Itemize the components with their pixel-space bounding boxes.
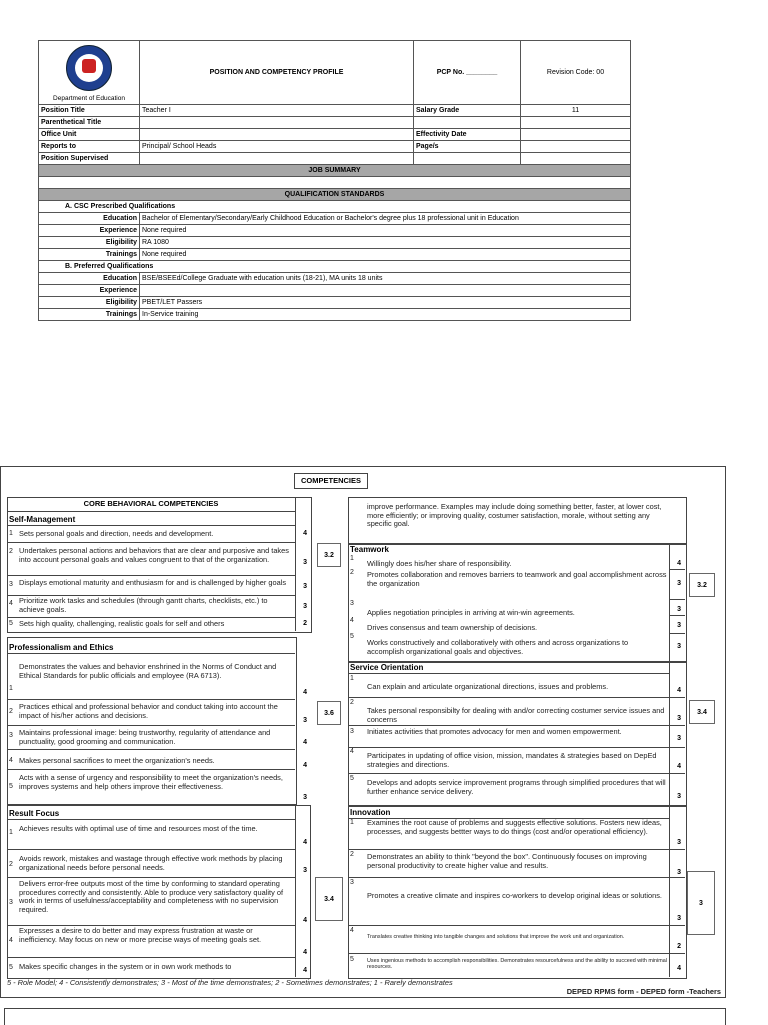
position-title-label: Position Title [39,105,140,117]
rating-value: 3 [677,869,681,876]
item-number: 5 [9,964,13,971]
innovation-item-5: Uses ingenious methods to accomplish responsibilities. Demonstrates resourcefulness and the ability to succeed with minimal resources. [367,958,667,971]
professionalism-item-3: Maintains professional image: being trustworthy, regularity of attendance and punctuality, good grooming and communication. [19,728,271,746]
rating-value: 3 [303,603,307,610]
rating-value: 3 [677,735,681,742]
item-number: 4 [9,600,13,607]
pages-label: Page/s [414,141,521,153]
service-item-1: Can explain and articulate organizational directions, issues and problems. [367,682,609,691]
rating-value: 3 [677,793,681,800]
item-number: 3 [9,732,13,739]
service-item-2: Takes personal responsibilty for dealing with and/or correcting costumer service issues and concerns [367,706,665,724]
reports-to-label: Reports to [39,141,140,153]
next-page-edge [4,1008,726,1025]
result-focus-title: Result Focus [9,809,60,818]
rating-value: 3 [303,559,307,566]
rating-value: 4 [677,763,681,770]
position-supervised-label: Position Supervised [39,153,140,165]
position-title-value: Teacher I [140,105,414,117]
pref-experience-label: Experience [39,285,140,297]
item-number: 2 [350,699,354,706]
csc-education-label: Education [39,213,140,225]
rating-value: 3 [303,867,307,874]
item-number: 2 [350,569,354,576]
self-management-item-4: Prioritize work tasks and schedules (through gantt charts, checklists, etc.) to achieve goals. [19,596,268,614]
rating-value: 3 [677,622,681,629]
pref-eligibility-value: PBET/LET Passers [140,297,631,309]
item-number: 5 [350,633,354,640]
salary-grade-label: Salary Grade [414,105,521,117]
csc-heading: A. CSC Prescribed Qualifications [39,201,631,213]
department-label: Department of Education [53,95,125,102]
pref-trainings-label: Trainings [39,309,140,321]
service-item-4: Participates in updating of office vision, mission, mandates & strategies based on DepEd strategies and directions. [367,751,657,769]
salary-grade-value: 11 [521,105,631,117]
rating-value: 4 [677,687,681,694]
rating-value: 4 [303,917,307,924]
csc-experience-value: None required [140,225,631,237]
item-number: 1 [9,685,13,692]
preferred-heading: B. Preferred Qualifications [39,261,631,273]
result-focus-average: 3.4 [315,877,343,921]
professionalism-average: 3.6 [317,701,341,725]
professionalism-item-5: Acts with a sense of urgency and responsibility to meet the organization's needs, improves systems and help others improve their effectiveness. [19,773,283,791]
innovation-average: 3 [687,871,715,935]
service-orientation-title: Service Orientation [350,663,424,672]
profile-title: POSITION AND COMPETENCY PROFILE [140,41,414,105]
item-number: 1 [350,675,354,682]
item-number: 4 [350,617,354,624]
qualification-standards-heading: QUALIFICATION STANDARDS [39,189,631,201]
pref-trainings-value: In-Service training [140,309,631,321]
teamwork-title: Teamwork [350,545,389,554]
core-behavioral-heading: CORE BEHAVIORAL COMPETENCIES [83,499,219,508]
rating-value: 3 [303,794,307,801]
service-item-5: Develops and adopts service improvement programs through simplified procedures that will further enhance service delivery. [367,778,666,796]
professionalism-title: Professionalism and Ethics [9,643,114,652]
self-management-title: Self-Management [9,515,76,524]
professionalism-item-4: Makes personal sacrifices to meet the organization's needs. [19,756,215,765]
pref-eligibility-label: Eligibility [39,297,140,309]
job-summary-body [39,177,631,189]
rating-value: 3 [677,643,681,650]
professionalism-item-2: Practices ethical and professional behavior and conduct taking into account the impact of his/her actions and decisions. [19,702,278,720]
rating-value: 4 [303,949,307,956]
csc-education-value: Bachelor of Elementary/Secondary/Early Childhood Education or Bachelor's degree plus 18 professional unit in Education [140,213,631,225]
item-number: 3 [350,600,354,607]
item-number: 5 [9,783,13,790]
competencies-form [0,466,726,998]
rating-value: 3 [303,583,307,590]
service-orientation-average: 3.4 [689,700,715,724]
rating-value: 3 [677,915,681,922]
pref-experience-value [140,285,631,297]
item-number: 2 [9,548,13,555]
teamwork-item-3: Applies negotiation principles in arriving at win-win agreements. [367,608,575,617]
pcp-number: PCP No. ________ [414,41,521,105]
item-number: 3 [350,728,354,735]
rating-value: 2 [677,943,681,950]
rating-value: 3 [677,606,681,613]
deped-logo-cell [39,41,140,105]
job-summary-heading: JOB SUMMARY [39,165,631,177]
revision-code: Revision Code: 00 [521,41,631,105]
rating-value: 4 [303,762,307,769]
teamwork-item-5: Works constructively and collaboratively with others and across organizations to accomplish organizational goals and objectives. [367,638,629,656]
self-management-item-5: Sets high quality, challenging, realistic goals for self and others [19,619,225,628]
reports-to-value: Principal/ School Heads [140,141,414,153]
item-number: 4 [9,937,13,944]
item-number: 4 [9,757,13,764]
teamwork-item-4: Drives consensus and team ownership of decisions. [367,623,538,632]
csc-eligibility-label: Eligibility [39,237,140,249]
result-focus-item-3: Delivers error-free outputs most of the time by conforming to standard operating procedures correctly and consistently. Able to produce very satisfactory quality of work in terms of usefulness/acceptability and completeness with no supervision required. [19,879,284,914]
rating-value: 4 [303,839,307,846]
result-focus-item-5: Makes specific changes in the system or in own work methods to [19,962,232,971]
self-management-item-2: Undertakes personal actions and behaviors that are clear and purposive and takes into account personal goals and values congruent to that of the organization. [19,546,289,564]
position-competency-profile [38,40,630,321]
result-focus-item-4: Expresses a desire to do better and may express frustration at waste or inefficiency. May focus on new or more precise ways of meeting goals set. [19,926,262,944]
result-focus-item-1: Achieves results with optimal use of time and resources most of the time. [19,824,258,833]
innovation-item-2: Demonstrates an ability to think "beyond the box". Continuously focuses on improving personal productivity to create higher value and results. [367,852,647,870]
teamwork-average: 3.2 [689,573,715,597]
teamwork-item-1: Willingly does his/her share of responsibility. [367,559,512,568]
item-number: 2 [9,861,13,868]
competencies-heading: COMPETENCIES [294,473,368,489]
result-focus-item-2: Avoids rework, mistakes and wastage through effective work methods by placing organizational needs before personal needs. [19,854,283,872]
innovation-title: Innovation [350,808,391,817]
innovation-item-4: Translates creative thinking into tangible changes and solutions that improve the work unit and organization. [367,934,625,940]
self-management-average: 3.2 [317,543,341,567]
pref-education-value: BSE/BSEEd/College Graduate with education units (18-21), MA units 18 units [140,273,631,285]
service-item-3: Initiates activities that promotes advocacy for men and women empowerment. [367,727,622,736]
rating-value: 3 [677,580,681,587]
rating-value: 4 [303,689,307,696]
rating-value: 3 [303,717,307,724]
rating-value: 4 [303,739,307,746]
item-number: 1 [350,555,354,562]
self-management-item-1: Sets personal goals and direction, needs and development. [19,529,214,538]
csc-experience-label: Experience [39,225,140,237]
rating-value: 2 [303,620,307,627]
item-number: 3 [350,879,354,886]
self-management-item-3: Displays emotional maturity and enthusiasm for and is challenged by higher goals [19,578,287,587]
office-unit-label: Office Unit [39,129,140,141]
teamwork-item-2: Promotes collaboration and removes barriers to teamwork and goal accomplishment across the organization [367,570,667,588]
rating-value: 4 [303,530,307,537]
item-number: 3 [9,581,13,588]
rating-value: 4 [677,965,681,972]
item-number: 1 [9,829,13,836]
professionalism-item-1: Demonstrates the values and behavior enshrined in the Norms of Conduct and Ethical Standards for public officials and employee (RA 6713). [19,662,277,680]
rating-value: 3 [677,715,681,722]
item-number: 5 [350,775,354,782]
item-number: 5 [350,956,354,963]
rating-legend: 5 - Role Model; 4 - Consistently demonstrates; 3 - Most of the time demonstrates; 2 - Sometimes demonstrates; 1 - Rarely demonstrates [7,978,453,987]
innovation-item-3: Promotes a creative climate and inspires co-workers to develop original ideas or solutions. [367,891,662,900]
rating-value: 4 [677,560,681,567]
csc-eligibility-value: RA 1080 [140,237,631,249]
continued-text: improve performance. Examples may include doing something better, faster, at lower cost, more efficiently; or improving quality, costumer satisfaction, morale, without setting any specific goal. [367,502,662,529]
item-number: 5 [9,620,13,627]
item-number: 4 [350,927,354,934]
parenthetical-title-label: Parenthetical Title [39,117,140,129]
csc-trainings-label: Trainings [39,249,140,261]
item-number: 1 [350,819,354,826]
rating-value: 4 [303,967,307,974]
item-number: 1 [9,530,13,537]
form-footer: DEPED RPMS form - DEPED form -Teachers [566,987,721,996]
csc-trainings-value: None required [140,249,631,261]
innovation-item-1: Examines the root cause of problems and suggests effective solutions. Fosters new ideas, processes, and suggests bettter ways to do things (cost and/or operational efficiency). [367,818,662,836]
effectivity-date-label: Effectivity Date [414,129,521,141]
item-number: 4 [350,748,354,755]
item-number: 3 [9,899,13,906]
pref-education-label: Education [39,273,140,285]
item-number: 2 [9,708,13,715]
item-number: 2 [350,851,354,858]
rating-value: 3 [677,839,681,846]
deped-seal-icon [66,45,112,91]
